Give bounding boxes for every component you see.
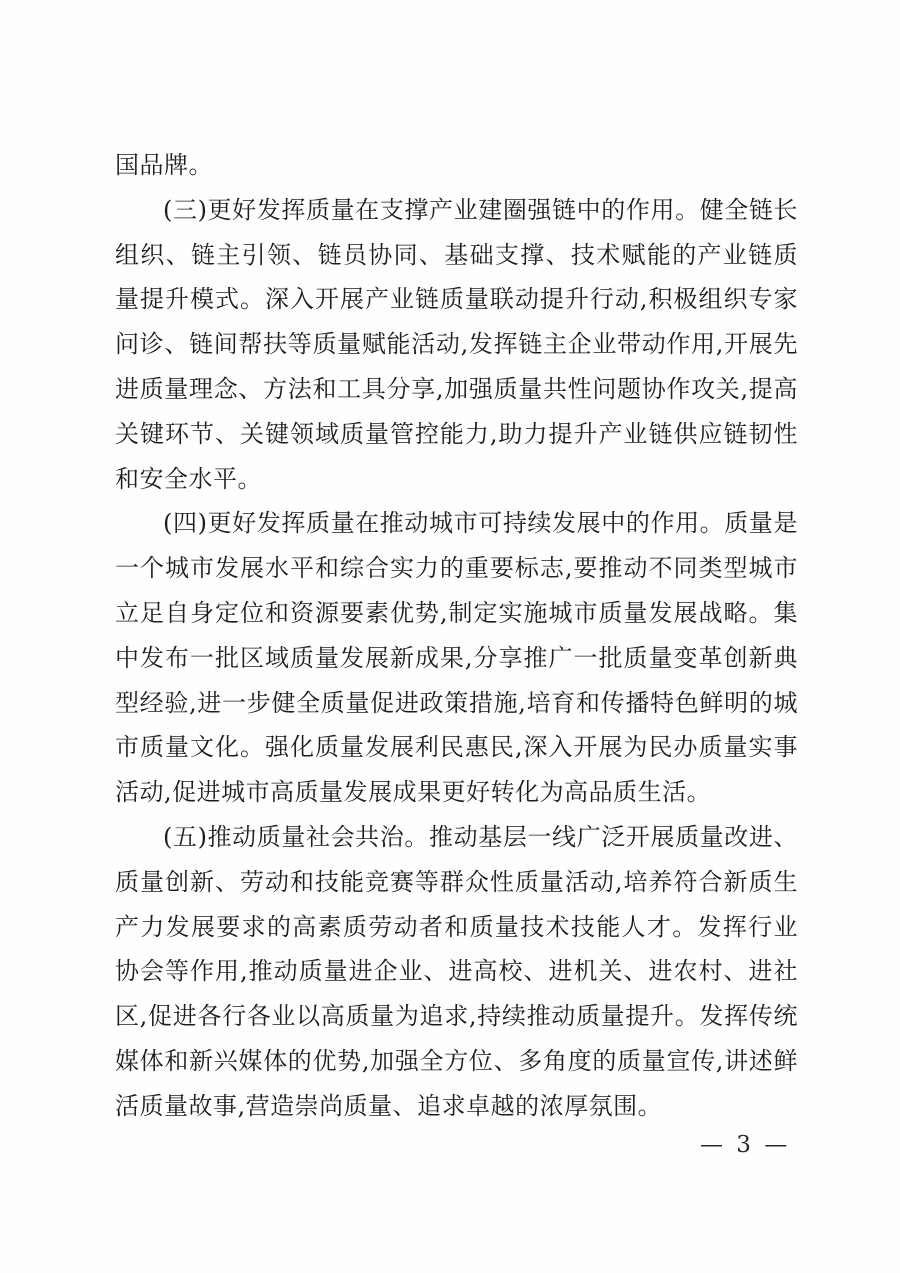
text-block (115, 143, 798, 1129)
page-number: — 3 — (700, 1132, 791, 1158)
paragraph: 国品牌。 (115, 151, 213, 179)
paragraph: (五)推动质量社会共治。推动基层一线广泛开展质量改进、质量创新、劳动和技能竞赛等群众性质量活动,培养符合新质生产力发展要求的高素质劳动者和质量技术技能人才。发挥行业协会等作用,推动质量进企业、进高校、进机关、进农村、进社区,促进各行各业以高质量为追求,持续推动质量提升。发挥传统媒体和新兴媒体的优势,加强全方位、多角度的质量宣传,讲述鲜活质量故事,营造崇尚质量、追求卓越的浓厚氛围。 (115, 822, 798, 1120)
paragraph: (四)更好发挥质量在推动城市可持续发展中的作用。质量是一个城市发展水平和综合实力的重要标志,要推动不同类型城市立足自身定位和资源要素优势,制定实施城市质量发展战略。集中发布一批区域质量发展新成果,分享推广一批质量变革创新典型经验,进一步健全质量促进政策措施,培育和传播特色鲜明的城市质量文化。强化质量发展利民惠民,深入开展为民办质量实事活动,促进城市高质量发展成果更好转化为高品质生活。 (115, 509, 798, 807)
paragraph: (三)更好发挥质量在支撑产业建圈强链中的作用。健全链长组织、链主引领、链员协同、基础支撑、技术赋能的产业链质量提升模式。深入开展产业链质量联动提升行动,积极组织专家问诊、链间帮扶等质量赋能活动,发挥链主企业带动作用,开展先进质量理念、方法和工具分享,加强质量共性问题协作攻关,提高关键环节、关键领域质量管控能力,助力提升产业链供应链韧性和安全水平。 (115, 195, 798, 493)
